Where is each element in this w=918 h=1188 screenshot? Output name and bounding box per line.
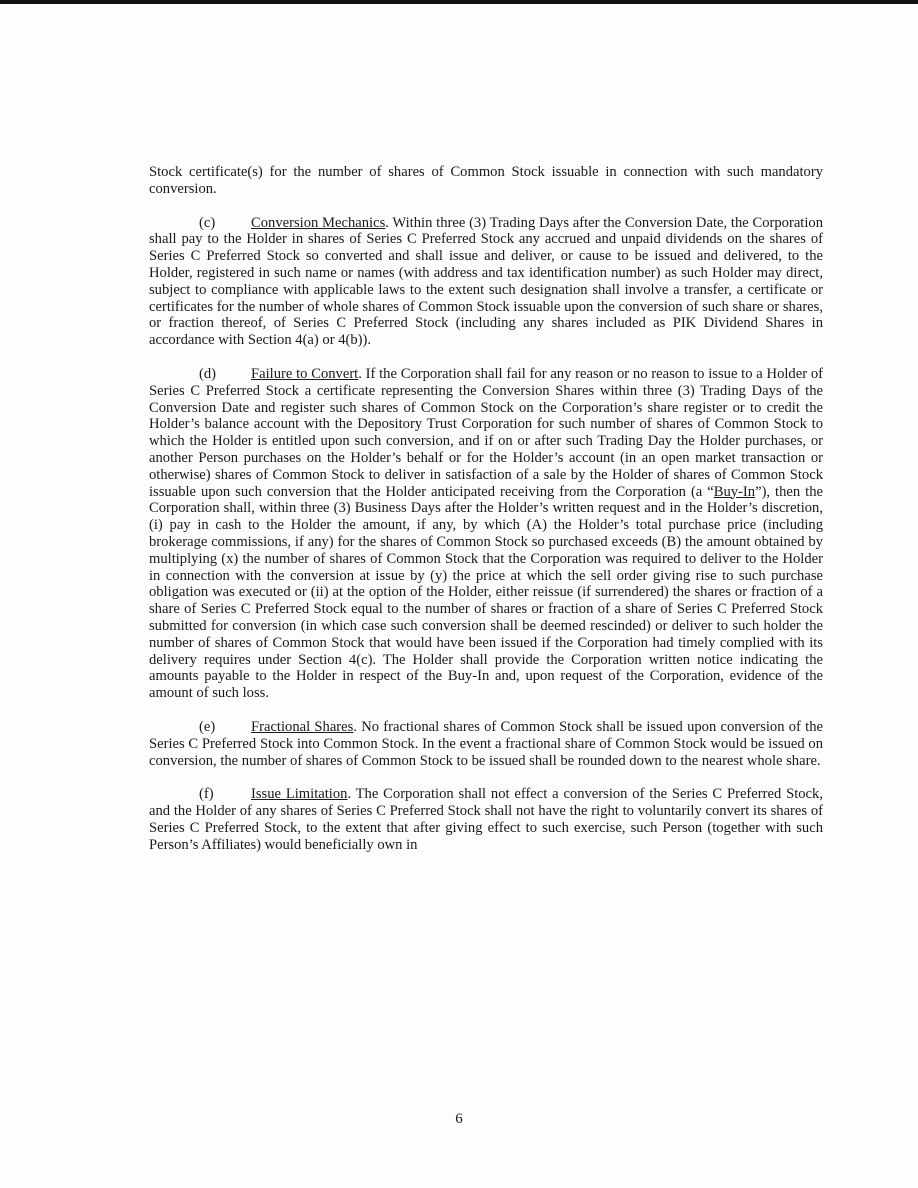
paragraph-e	[149, 719, 823, 769]
document-body	[149, 164, 823, 870]
paragraph-c	[149, 215, 823, 349]
paragraph-d-label: (d)	[199, 365, 217, 382]
paragraph-f-body: . The Corporation shall not effect a conversion of the Series C Preferred Stock, and the Holder of any shares of Series C Preferred Stock shall not have the right to voluntarily convert its shares of Series C Preferred Stock, to the extent that after giving effect to such exercise, such Person (together with such Person’s Affiliates) would beneficially own in	[149, 786, 823, 853]
paragraph-c-label: (c)	[199, 214, 216, 231]
paragraph-e-heading: Fractional Shares	[251, 718, 354, 735]
paragraph-f-label: (f)	[199, 786, 214, 803]
paragraph-e-body: . No fractional shares of Common Stock shall be issued upon conversion of the Series C Preferred Stock into Common Stock. In the event a fractional share of Common Stock would be issued on conversion, the number of shares of Common Stock to be issued shall be rounded down to the nearest whole share.	[149, 718, 823, 769]
paragraph-d-body-part-2: ”), then the Corporation shall, within three (3) Business Days after the Holder’s written request and in the Holder’s discretion, (i) pay in cash to the Holder the amount, if any, by which (A) the Holder’s total purchase price (including brokerage commissions, if any) for the shares of Common Stock so purchased exceeds (B) the amount obtained by multiplying (x) the number of shares of Common Stock that the Corporation was required to deliver to the Holder in connection with the conversion at issue by (y) the price at which the sell order giving rise to such purchase obligation was executed or (ii) at the option of the Holder, either reissue (if surrendered) the shares or fraction of a share of Series C Preferred Stock equal to the number of shares or fraction of a share of Series C Preferred Stock submitted for conversion (in which case such conversion shall be deemed rescinded) or deliver to such holder the number of shares of Common Stock that would have been issued if the Corporation had timely complied with its delivery requires under Section 4(c). The Holder shall provide the Corporation written notice indicating the amounts payable to the Holder in respect of the Buy-In and, upon request of the Corporation, evidence of the amount of such loss.	[149, 483, 823, 702]
buy-in-defined-term: Buy-In	[713, 483, 756, 500]
paragraph-f	[149, 786, 823, 853]
paragraph-c-heading: Conversion Mechanics	[251, 214, 386, 231]
paragraph-d	[149, 366, 823, 702]
continuation-text: Stock certificate(s) for the number of shares of Common Stock issuable in connection with such mandatory conversion.	[149, 164, 823, 197]
paragraph-f-heading: Issue Limitation	[251, 786, 348, 803]
paragraph-c-body: . Within three (3) Trading Days after the Conversion Date, the Corporation shall pay to the Holder in shares of Series C Preferred Stock any accrued and unpaid dividends on the shares of Series C Preferred Stock so converted and shall issue and deliver, or cause to be issued and delivered, to the Holder, registered in such name or names (with address and tax identification number) as such Holder may direct, subject to compliance with applicable laws to the extent such designation shall involve a transfer, a certificate or certificates for the number of whole shares of Common Stock issuable upon the conversion of such share or shares, or fraction thereof, of Series C Preferred Stock (including any shares included as PIK Dividend Shares in accordance with Section 4(a) or 4(b)).	[149, 214, 823, 349]
paragraph-d-heading: Failure to Convert	[251, 365, 359, 382]
paragraph-e-label: (e)	[199, 718, 216, 735]
page-number: 6	[455, 1111, 463, 1127]
paragraph-d-body-part-1: . If the Corporation shall fail for any reason or no reason to issue to a Holder of Series C Preferred Stock a certificate representing the Conversion Shares within three (3) Trading Days of the Conversion Date and register such shares of Common Stock on the Corporation’s share register or to credit the Holder’s balance account with the Depository Trust Corporation for such number of shares of Common Stock to which the Holder is entitled upon such conversion, and if on or after such Trading Day the Holder purchases, or another Person purchases on the Holder’s behalf or for the Holder’s account (in an open market transaction or otherwise) shares of Common Stock to deliver in satisfaction of a sale by the Holder of shares of Common Stock issuable upon such conversion that the Holder anticipated receiving from the Corporation (a “	[149, 365, 823, 500]
paragraph-continuation	[149, 164, 823, 198]
